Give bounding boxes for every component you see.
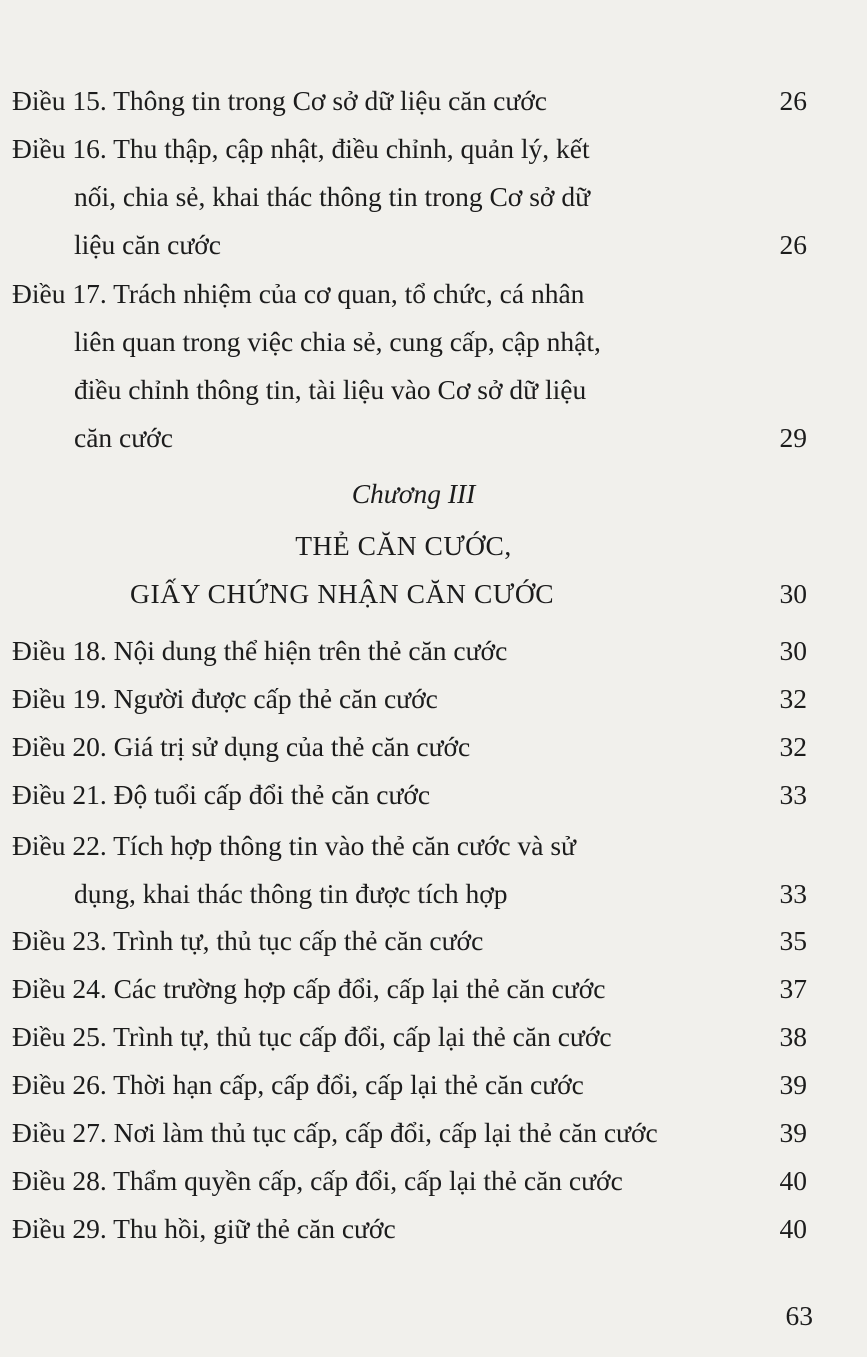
toc-line — [12, 125, 807, 173]
toc-line — [12, 270, 807, 318]
toc-page-number: 26 — [779, 229, 807, 260]
chapter-title-line1: THẺ CĂN CƯỚC, — [295, 530, 512, 561]
toc-entry-text: nối, chia sẻ, khai thác thông tin trong Cơ sở dữ — [74, 181, 591, 212]
toc-entry-dieu-19 — [12, 675, 807, 723]
toc-entry-dieu-22 — [12, 822, 807, 918]
toc-entry-text: Điều 29. Thu hồi, giữ thẻ căn cước — [12, 1213, 396, 1244]
toc-line — [12, 173, 807, 221]
toc-line — [12, 1109, 807, 1157]
toc-page-number: 29 — [779, 422, 807, 453]
toc-line — [12, 822, 807, 870]
toc-entry-text: liên quan trong việc chia sẻ, cung cấp, cập nhật, — [74, 326, 601, 357]
toc-page-number: 33 — [779, 878, 807, 909]
toc-page-number: 40 — [779, 1213, 807, 1244]
toc-page-number: 38 — [779, 1021, 807, 1052]
toc-line — [12, 870, 807, 918]
toc-page-number: 32 — [779, 683, 807, 714]
toc-line — [12, 627, 807, 675]
toc-line — [12, 1013, 807, 1061]
toc-entry-text: dụng, khai thác thông tin được tích hợp — [74, 878, 508, 909]
toc-page-number: 26 — [779, 85, 807, 116]
toc-entry-text: liệu căn cước — [74, 229, 222, 260]
toc-entry-dieu-23 — [12, 917, 807, 965]
toc-line — [12, 675, 807, 723]
toc-entry-text: Điều 18. Nội dung thể hiện trên thẻ căn cước — [12, 635, 508, 666]
toc-entry-text: Điều 22. Tích hợp thông tin vào thẻ căn cước và sử — [12, 830, 576, 861]
toc-line — [12, 1157, 807, 1205]
toc-entry-text: Điều 27. Nơi làm thủ tục cấp, cấp đổi, cấp lại thẻ căn cước — [12, 1117, 658, 1148]
toc-entry-text: Điều 17. Trách nhiệm của cơ quan, tổ chức, cá nhân — [12, 278, 585, 309]
toc-entry-dieu-29 — [12, 1205, 807, 1253]
chapter-title-line2-row — [12, 572, 807, 616]
toc-line — [12, 965, 807, 1013]
toc-entry-text: Điều 28. Thẩm quyền cấp, cấp đổi, cấp lại thẻ căn cước — [12, 1165, 623, 1196]
toc-entry-text: Điều 19. Người được cấp thẻ căn cước — [12, 683, 438, 714]
toc-page-number: 35 — [779, 925, 807, 956]
toc-entry-text: Điều 16. Thu thập, cập nhật, điều chỉnh, quản lý, kết — [12, 133, 590, 164]
toc-page-number: 39 — [779, 1117, 807, 1148]
page-number: 63 — [785, 1300, 813, 1331]
chapter-label: Chương III — [351, 478, 476, 509]
chapter-page-number: 30 — [779, 578, 807, 609]
toc-entry-dieu-15 — [12, 77, 807, 125]
toc-entry-dieu-20 — [12, 723, 807, 771]
toc-line — [12, 723, 807, 771]
toc-line — [12, 77, 807, 125]
toc-line — [12, 414, 807, 462]
toc-entry-dieu-27 — [12, 1109, 807, 1157]
toc-entry-dieu-24 — [12, 965, 807, 1013]
toc-page-number: 37 — [779, 973, 807, 1004]
toc-page-number: 40 — [779, 1165, 807, 1196]
toc-page-number: 33 — [779, 779, 807, 810]
toc-line — [12, 1061, 807, 1109]
toc-line — [12, 221, 807, 269]
toc-entry-text: Điều 21. Độ tuổi cấp đổi thẻ căn cước — [12, 779, 431, 810]
toc-page-number: 39 — [779, 1069, 807, 1100]
toc-page-number: 30 — [779, 635, 807, 666]
toc-entry-dieu-28 — [12, 1157, 807, 1205]
toc-line — [12, 1205, 807, 1253]
toc-entry-text: Điều 26. Thời hạn cấp, cấp đổi, cấp lại thẻ căn cước — [12, 1069, 584, 1100]
toc-entry-dieu-25 — [12, 1013, 807, 1061]
toc-entry-text: Điều 25. Trình tự, thủ tục cấp đổi, cấp lại thẻ căn cước — [12, 1021, 612, 1052]
toc-entry-dieu-18 — [12, 627, 807, 675]
toc-line — [12, 771, 807, 819]
toc-entry-dieu-17 — [12, 270, 807, 462]
toc-entry-text: Điều 20. Giá trị sử dụng của thẻ căn cước — [12, 731, 471, 762]
toc-entry-dieu-16 — [12, 125, 807, 269]
toc-line — [12, 366, 807, 414]
toc-page-number: 32 — [779, 731, 807, 762]
toc-entry-dieu-21 — [12, 771, 807, 819]
toc-line — [12, 318, 807, 366]
toc-entry-dieu-26 — [12, 1061, 807, 1109]
chapter-title-line2: GIẤY CHỨNG NHẬN CĂN CƯỚC — [130, 578, 555, 609]
toc-entry-text: căn cước — [74, 422, 173, 453]
toc-entry-text: Điều 24. Các trường hợp cấp đổi, cấp lại thẻ căn cước — [12, 973, 606, 1004]
toc-entry-text: Điều 23. Trình tự, thủ tục cấp thẻ căn cước — [12, 925, 484, 956]
toc-entry-text: Điều 15. Thông tin trong Cơ sở dữ liệu căn cước — [12, 85, 548, 116]
toc-entry-text: điều chỉnh thông tin, tài liệu vào Cơ sở dữ liệu — [74, 374, 587, 405]
toc-line — [12, 917, 807, 965]
